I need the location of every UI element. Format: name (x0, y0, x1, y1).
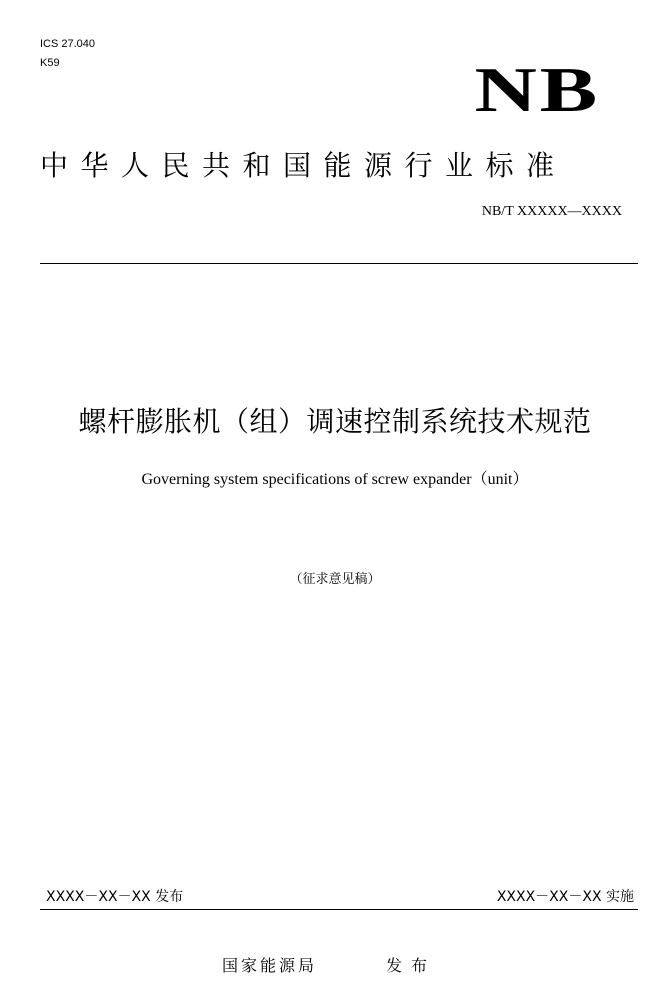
standard-title: 中华人民共和国能源行业标准 (40, 149, 567, 182)
classification-code: K59 (40, 57, 60, 69)
header-divider (40, 263, 638, 264)
publish-label: 发布 (386, 956, 437, 975)
document-title-en: Governing system specifications of screw expander（unit） (141, 471, 529, 488)
document-title-cn: 螺杆膨胀机（组）调速控制系统技术规范 (78, 405, 592, 438)
nb-logo: NB (474, 54, 600, 125)
issue-date: XXXX－XX－XX 发布 (46, 889, 184, 905)
standard-code: NB/T XXXXX—XXXX (481, 204, 622, 219)
draft-label: （征求意见稿） (289, 572, 381, 587)
publisher-name: 国家能源局 (222, 956, 318, 975)
implementation-date: XXXX－XX－XX 实施 (496, 889, 634, 905)
footer-divider (40, 909, 638, 910)
ics-code: ICS 27.040 (40, 38, 96, 50)
